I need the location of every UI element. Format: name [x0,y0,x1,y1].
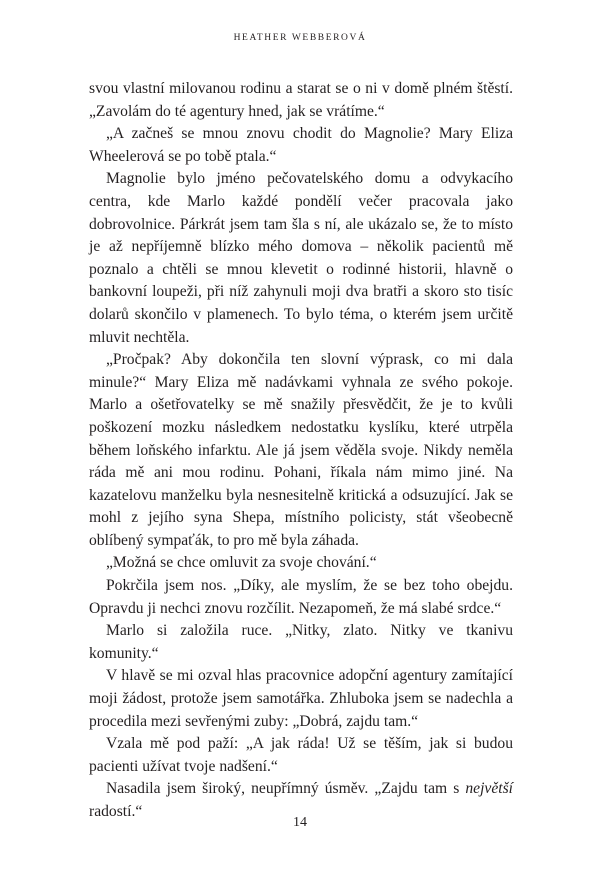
paragraph: Magnolie bylo jméno pečovatelského domu a odvykacího centra, kde Marlo každé pondělí večer pracovala jako dobrovolnice. Párkrát jsem tam šla s ní, ale ukázalo se, že to místo je až nepříjemně blízko mého domova – několik pacientů mě poznalo a chtěli se mnou klevetit o rodinné historii, hlavně o bankovní loupeži, při níž zahynuli moji dva bratři a skoro sto tisíc dolarů skončilo v plamenech. To bylo téma, o kterém jsem určitě mluvit nechtěla. [89,170,513,346]
paragraph: V hlavě se mi ozval hlas pracovnice adopční agentury zamítající moji žádost, protože jsem samotářka. Zhluboka jsem se nadechla a procedila mezi sevřenými zuby: „Dobrá, zajdu tam.“ [89,667,513,730]
running-head: HEATHER WEBBEROVÁ [233,33,367,43]
paragraph: „A začneš se mnou znovu chodit do Magnolie? Mary Eliza Wheelerová se po tobě ptala.“ [89,125,513,165]
paragraph: Vzala mě pod paží: „A jak ráda! Už se těším, jak si budou pacienti užívat tvoje nadšení.“ [89,735,513,775]
paragraph: Marlo si založila ruce. „Nitky, zlato. Nitky ve tkanivu komunity.“ [89,622,513,662]
body-text [89,78,513,824]
emphasized-word: největší [465,780,513,798]
paragraph: Pokrčila jsem nos. „Díky, ale myslím, že se bez toho obejdu. Opravdu ji nechci znovu rozčílit. Nezapomeň, že má slabé srdce.“ [89,577,513,617]
paragraph: svou vlastní milovanou rodinu a starat se o ni v domě plném štěstí. „Zavolám do té agentury hned, jak se vrátíme.“ [89,80,513,120]
paragraph: „Možná se chce omluvit za svoje chování.“ [106,554,377,572]
text-run: radostí.“ [89,803,143,820]
text-run: Nasadila jsem široký, neupřímný úsměv. „Zajdu tam s [106,780,466,798]
page-number: 14 [293,815,307,830]
paragraph: „Pročpak? Aby dokončila ten slovní výprask, co mi dala minule?“ Mary Eliza mě nadávkami vyhnala ze svého pokoje. Marlo a ošetřovatelky se mě snažily přesvědčit, že je to kvůli poškození mozku následkem nedostatku kyslíku, které utrpěla během loňského infarktu. Ale já jsem věděla svoje. Nikdy neměla ráda mě ani mou rodinu. Pohani, říkala nám mimo jiné. Na kazatelovu manželku byla nesnesitelně kritická a odsuzující. Jak se mohl z jejího syna Shepa, místního policisty, stát všeobecně oblíbený sympaťák, to pro mě byla záhada. [89,351,513,549]
